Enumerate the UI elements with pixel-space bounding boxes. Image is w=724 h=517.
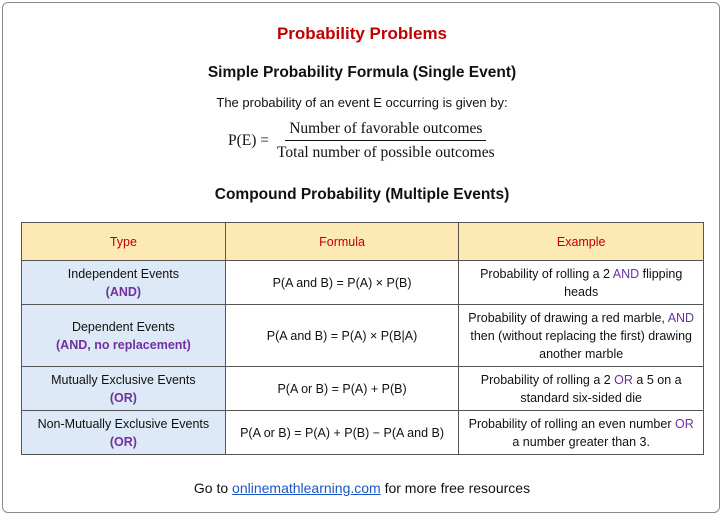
example-text: Probability of rolling a 2 — [480, 266, 613, 281]
table-row — [22, 367, 704, 411]
table-header-row — [22, 223, 704, 261]
type-cell — [22, 261, 226, 305]
type-name: Mutually Exclusive Events — [51, 372, 196, 387]
example-keyword: OR — [674, 416, 694, 431]
table-row — [22, 261, 704, 305]
footer — [0, 480, 724, 496]
example-text: then (without replacing the first) drawing another marble — [470, 328, 692, 361]
type-cell — [22, 305, 226, 367]
example-keyword: AND — [612, 266, 640, 281]
table-row — [22, 411, 704, 455]
type-tag: (AND, no replacement) — [56, 337, 191, 352]
formula-denominator: Total number of possible outcomes — [277, 144, 495, 161]
formula-numerator: Number of favorable outcomes — [285, 120, 486, 141]
example-keyword: OR — [614, 372, 633, 387]
example-cell — [459, 367, 704, 411]
example-cell — [459, 261, 704, 305]
type-name: Independent Events — [67, 266, 179, 281]
formula-cell: P(A or B) = P(A) + P(B) − P(A and B) — [225, 411, 459, 455]
formula-cell: P(A or B) = P(A) + P(B) — [225, 367, 459, 411]
footer-text: for more free resources — [380, 480, 531, 496]
type-tag: (OR) — [109, 434, 137, 449]
formula-lhs: P(E) = — [228, 132, 270, 149]
example-text: Probability of drawing a red marble, — [468, 310, 668, 325]
formula-cell: P(A and B) = P(A) × P(B|A) — [225, 305, 459, 367]
example-keyword: AND — [667, 310, 695, 325]
header-formula: Formula — [225, 223, 459, 261]
type-name: Non-Mutually Exclusive Events — [37, 416, 210, 431]
type-tag: (OR) — [109, 390, 137, 405]
type-cell — [22, 411, 226, 455]
compound-probability-heading: Compound Probability (Multiple Events) — [214, 186, 510, 203]
example-text: Probability of rolling a 2 — [480, 372, 615, 387]
header-example: Example — [459, 223, 704, 261]
simple-probability-intro: The probability of an event E occurring is given by: — [216, 95, 508, 110]
table-row — [22, 305, 704, 367]
example-text: a number greater than 3. — [512, 434, 650, 449]
example-text: Probability of rolling an even number — [468, 416, 675, 431]
type-name: Dependent Events — [71, 319, 175, 334]
type-tag: (AND) — [105, 284, 142, 299]
formula-cell: P(A and B) = P(A) × P(B) — [225, 261, 459, 305]
type-cell — [22, 367, 226, 411]
footer-text: Go to — [193, 480, 233, 496]
example-text: flipping heads — [564, 266, 683, 299]
example-cell — [459, 305, 704, 367]
header-type: Type — [22, 223, 226, 261]
site-link[interactable]: onlinemathlearning.com — [232, 480, 381, 496]
simple-probability-formula — [228, 118, 499, 164]
formula-fraction — [273, 120, 499, 162]
example-text: a 5 on a standard six-sided die — [520, 372, 682, 405]
compound-probability-table — [21, 222, 704, 455]
example-cell — [459, 411, 704, 455]
page-title: Probability Problems — [276, 24, 448, 43]
simple-probability-heading: Simple Probability Formula (Single Event) — [207, 64, 517, 81]
